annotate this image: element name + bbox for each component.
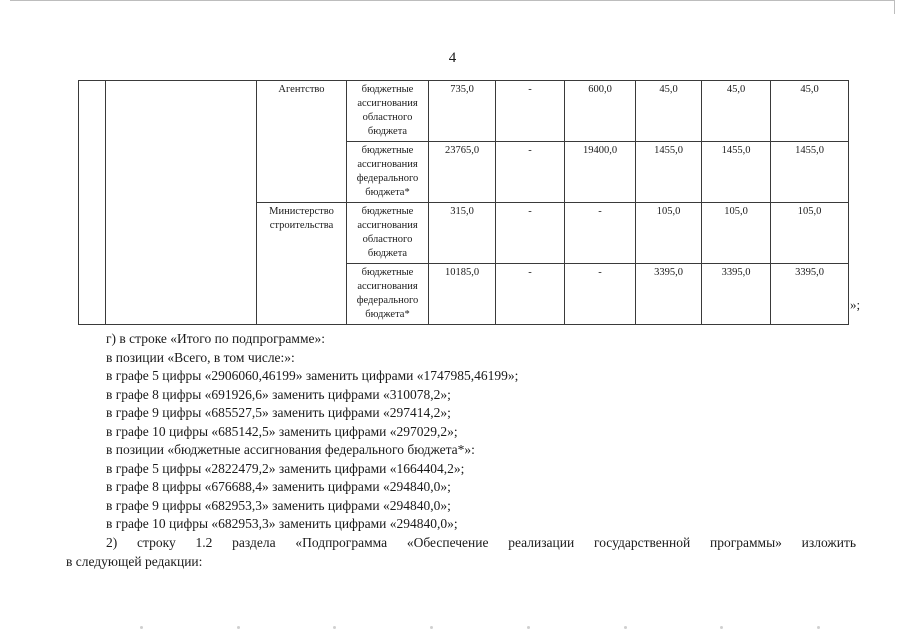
table-cell-value: - — [565, 264, 636, 325]
table-cell-source: бюджетные ассигнования областного бюджета — [347, 81, 429, 142]
text-line: в графе 5 цифры «2906060,46199» заменить цифрами «1747985,46199»; — [106, 368, 519, 383]
table-closing-quote: »; — [850, 297, 861, 312]
table-cell-value: - — [565, 203, 636, 264]
final-paragraph — [66, 534, 856, 571]
table-cell-value: 45,0 — [771, 81, 849, 142]
table-cell-source: бюджетные ассигнования федерального бюджета* — [347, 142, 429, 203]
table-cell-value: - — [496, 203, 565, 264]
final-paragraph-line1: 2) строку 1.2 раздела «Подпрограмма «Обеспечение реализации государственной программы» изложить — [106, 535, 856, 550]
table-cell-value: 735,0 — [429, 81, 496, 142]
table-cell-value: 1455,0 — [702, 142, 771, 203]
final-paragraph-line2: в следующей редакции: — [66, 553, 203, 569]
table-cell-source: бюджетные ассигнования областного бюджета — [347, 203, 429, 264]
text-line: в графе 10 цифры «682953,3» заменить цифрами «294840,0»; — [106, 516, 458, 531]
page-edge-right — [894, 0, 895, 14]
table-cell-value: 23765,0 — [429, 142, 496, 203]
text-line: в графе 5 цифры «2822479,2» заменить цифрами «1664404,2»; — [106, 460, 465, 476]
text-line: в графе 8 цифры «676688,4» заменить цифрами «294840,0»; — [106, 479, 451, 494]
table-cell-value: 45,0 — [702, 81, 771, 142]
table-cell-value: - — [496, 142, 565, 203]
table-cell-value: 3395,0 — [636, 264, 702, 325]
table-cell-value: 3395,0 — [702, 264, 771, 325]
table-cell-value: 19400,0 — [565, 142, 636, 203]
table-cell-agency: Министерство строительства — [257, 203, 347, 325]
table-cell-source: бюджетные ассигнования федерального бюджета* — [347, 264, 429, 325]
text-line: в позиции «бюджетные ассигнования федерального бюджета*»: — [106, 442, 475, 457]
table-cell-value: - — [496, 264, 565, 325]
table-row — [79, 81, 849, 142]
table-cell-value: - — [496, 81, 565, 142]
table-cell-value: 105,0 — [636, 203, 702, 264]
amendment-text — [106, 330, 856, 534]
table-cell-value: 3395,0 — [771, 264, 849, 325]
table-cell-value: 105,0 — [771, 203, 849, 264]
page-number: 4 — [448, 50, 457, 66]
table-cell-value: 1455,0 — [771, 142, 849, 203]
scan-noise — [140, 626, 820, 632]
table-cell-agency: Агентство — [257, 81, 347, 203]
table-cell-empty — [79, 81, 106, 325]
table-cell-value: 600,0 — [565, 81, 636, 142]
text-line: в графе 10 цифры «685142,5» заменить цифрами «297029,2»; — [106, 423, 458, 439]
text-line: в позиции «Всего, в том числе:»: — [106, 349, 295, 365]
text-line: в графе 9 цифры «682953,3» заменить цифрами «294840,0»; — [106, 497, 451, 513]
table-cell-value: 1455,0 — [636, 142, 702, 203]
page-edge-top — [10, 0, 895, 1]
text-line: в графе 8 цифры «691926,6» заменить цифрами «310078,2»; — [106, 386, 451, 402]
budget-table — [78, 80, 849, 325]
table-cell-value: 10185,0 — [429, 264, 496, 325]
table-cell-value: 315,0 — [429, 203, 496, 264]
table-cell-empty — [106, 81, 257, 325]
table-cell-value: 105,0 — [702, 203, 771, 264]
text-line: г) в строке «Итого по подпрограмме»: — [106, 331, 325, 346]
table-cell-value: 45,0 — [636, 81, 702, 142]
text-line: в графе 9 цифры «685527,5» заменить цифрами «297414,2»; — [106, 405, 451, 420]
